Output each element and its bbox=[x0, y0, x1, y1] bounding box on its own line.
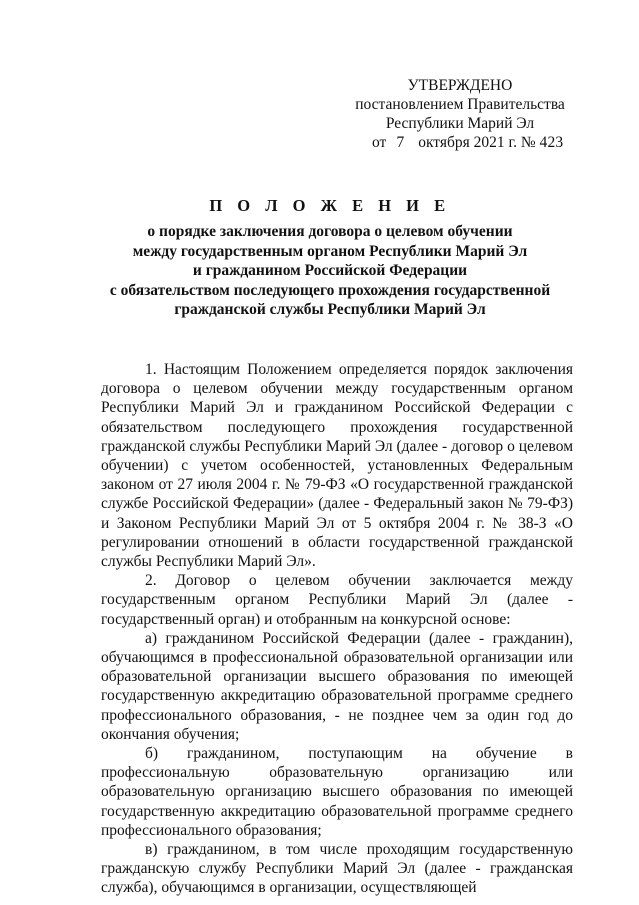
approval-number: 423 bbox=[539, 134, 564, 151]
subtitle-line-4: с обязательством последующего прохождения государственной bbox=[109, 281, 551, 299]
approval-date-rest: октября 2021 г. № bbox=[418, 134, 536, 151]
approval-line-1: постановлением Правительства bbox=[355, 96, 565, 113]
subtitle-line-2: между государственным органом Республики Марий Эл bbox=[132, 242, 528, 260]
paragraph-2: 2. Договор о целевом обучении заключается между государственным органом Республики Марий Эл (далее - государственный орган) и отобранным на конкурсной основе: bbox=[101, 572, 573, 628]
approval-date-day: 7 bbox=[396, 134, 405, 151]
subtitle-line-5: гражданской службы Республики Марий Эл bbox=[174, 301, 486, 318]
paragraph-2b: б) гражданином, поступающим на обучение в профессиональную образовательную организацию или образовательную организацию высшего образования по имеющей государственную аккредитацию образовательной программе среднего профессионального образования; bbox=[101, 745, 573, 839]
document-body bbox=[101, 360, 573, 898]
subtitle-line-1: о порядке заключения договора о целевом обучении bbox=[147, 223, 513, 240]
document-title: П О Л О Ж Е Н И Е bbox=[209, 196, 451, 215]
paragraph-2c: в) гражданином, в том числе проходящим государственную гражданскую службу Республики Марий Эл (далее - гражданская служба), обучающимся в организации, осуществляющей bbox=[101, 841, 573, 897]
approval-heading: УТВЕРЖДЕНО bbox=[407, 77, 513, 94]
paragraph-1: 1. Настоящим Положением определяется порядок заключения договора о целевом обучении между государственным органом Республики Марий Эл и гражданином Российской Федерации с обязательством последующего прохождения государственной гражданской службы Республики Марий Эл (далее - договор о целевом обучении) с учетом особенностей, установленных Федеральным законом от 27 июля 2004 г. № 79-ФЗ «О государственной гражданской службе Российской Федерации» (далее - Федеральный закон № 79-ФЗ) и Законом Республики Марий Эл от 5 октября 2004 г. № 38-З «О регулировании отношений в области государственной гражданской службы Республики Марий Эл». bbox=[101, 361, 573, 571]
approval-date-prefix: от bbox=[372, 134, 387, 151]
title-block bbox=[100, 196, 560, 320]
approval-line-2: Республики Марий Эл bbox=[385, 115, 535, 132]
approval-date-line bbox=[340, 133, 580, 152]
approval-block bbox=[340, 76, 580, 152]
paragraph-2a: а) гражданином Российской Федерации (далее - гражданин), обучающимся в профессиональной образовательной организации или образовательной организации высшего образования по имеющей государственную аккредитацию образовательной программе среднего профессионального образования, - не позднее чем за один год до окончания обучения; bbox=[101, 629, 573, 743]
subtitle-line-3: и гражданином Российской Федерации bbox=[192, 262, 468, 279]
